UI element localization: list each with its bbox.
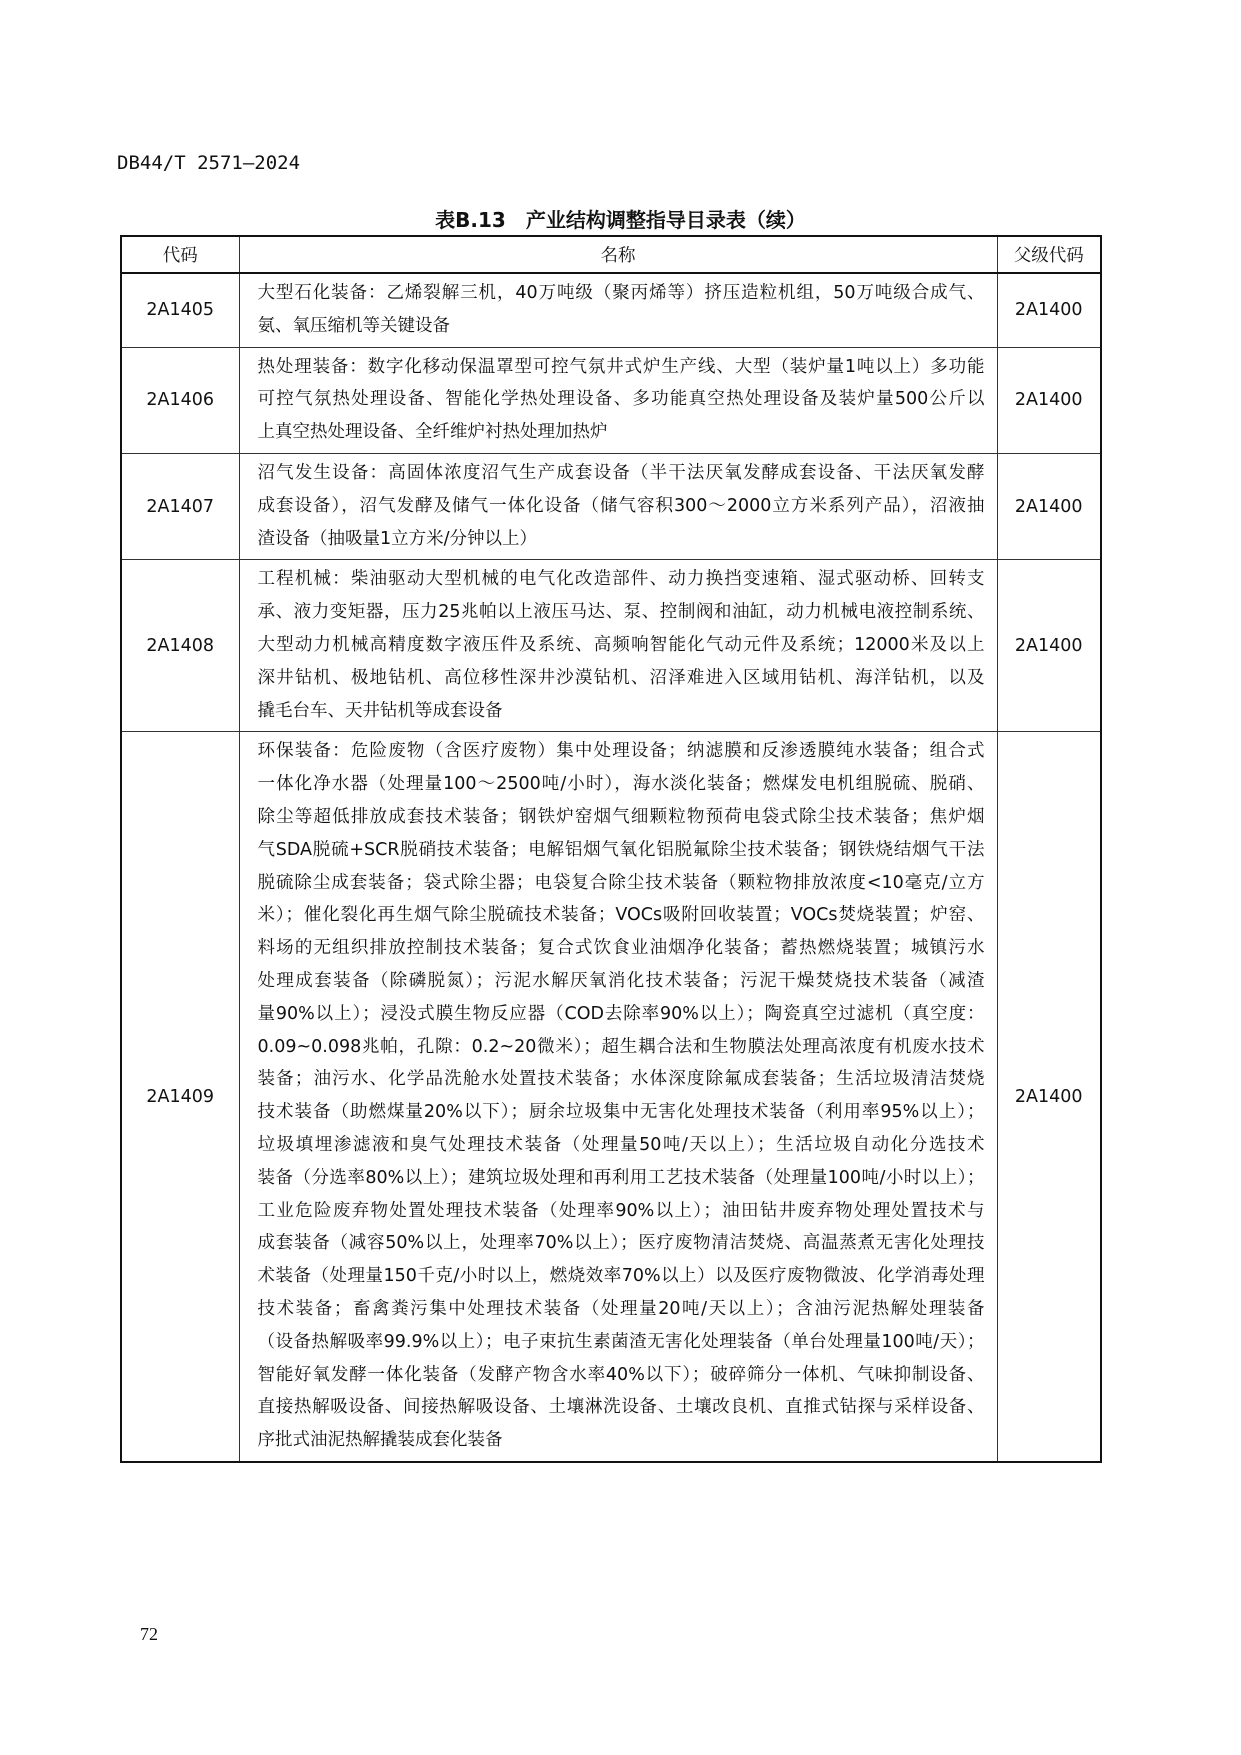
name-line: 氨、氧压缩机等关键设备: [257, 315, 450, 336]
column-header-code: 代码: [121, 236, 239, 273]
table-title: 表B.13 产业结构调整指导目录表（续）: [435, 208, 806, 232]
name-line: 量90%以上）；浸没式膜生物反应器（COD去除率90%以上）；陶瓷真空过滤机（真空度：: [257, 1003, 985, 1024]
name-line: 直接热解吸设备、间接热解吸设备、土壤淋洗设备、土壤改良机、直推式钻探与采样设备、: [257, 1397, 985, 1418]
name-line: 工业危险废弃物处置处理技术装备（处理率90%以上）；油田钻井废弃物处理处置技术与: [257, 1200, 985, 1221]
name-line: 米）；催化裂化再生烟气除尘脱硫技术装备；VOCs吸附回收装置；VOCs焚烧装置；炉窑、: [257, 905, 985, 926]
name-line: 承、液力变矩器，压力25兆帕以上液压马达、泵、控制阀和油缸，动力机械电液控制系统、: [257, 602, 985, 623]
name-line: 技术装备（助燃煤量20%以下）；厨余垃圾集中无害化处理技术装备（利用率95%以上）；: [257, 1102, 985, 1123]
name-line: 成套设备），沼气发酵及储气一体化设备（储气容积300～2000立方米系列产品），沼液抽: [257, 495, 985, 516]
industry-catalog-table: [120, 235, 1102, 1463]
name-line: 气SDA脱硫+SCR脱硝技术装备；电解铝烟气氧化铝脱氟除尘技术装备；钢铁烧结烟气干法: [257, 839, 985, 860]
name-line: 技术装备；畜禽粪污集中处理技术装备（处理量20吨/天以上）；含油污泥热解处理装备: [257, 1298, 985, 1319]
name-line: 大型石化装备：乙烯裂解三机，40万吨级（聚丙烯等）挤压造粒机组，50万吨级合成气、: [257, 283, 985, 303]
table-header-row: [121, 236, 1101, 273]
table-row: [121, 560, 1101, 732]
name-line: 序批式油泥热解撬装成套化装备: [257, 1430, 503, 1451]
table-row: [121, 453, 1101, 559]
column-header-parent-code: 父级代码: [997, 236, 1101, 273]
name-line: 热处理装备：数字化移动保温罩型可控气氛井式炉生产线、大型（装炉量1吨以上）多功能: [257, 356, 985, 377]
name-line: 渣设备（抽吸量1立方米/分钟以上）: [257, 528, 538, 549]
row-parent-code: 2A1400: [997, 732, 1101, 1462]
name-line: 智能好氧发酵一体化装备（发酵产物含水率40%以下）；破碎筛分一体机、气味抑制设备、: [257, 1364, 985, 1385]
name-line: 一体化净水器（处理量100～2500吨/小时），海水淡化装备；燃煤发电机组脱硫、脱硝、: [257, 774, 985, 795]
name-line: 沼气发生设备：高固体浓度沼气生产成套设备（半干法厌氧发酵成套设备、干法厌氧发酵: [257, 462, 985, 483]
name-line: 工程机械：柴油驱动大型机械的电气化改造部件、动力换挡变速箱、湿式驱动桥、回转支: [257, 569, 985, 590]
row-parent-code: 2A1400: [997, 560, 1101, 732]
name-line: （设备热解吸率99.9%以上）；电子束抗生素菌渣无害化处理装备（单台处理量100吨/天）；: [257, 1331, 985, 1352]
row-code: 2A1406: [121, 347, 239, 453]
name-line: 处理成套装备（除磷脱氮）；污泥水解厌氧消化技术装备；污泥干燥焚烧技术装备（减渣: [257, 970, 985, 991]
page-number: 72: [140, 1624, 158, 1644]
name-line: 成套装备（减容50%以上，处理率70%以上）；医疗废物清洁焚烧、高温蒸煮无害化处理技: [257, 1233, 985, 1254]
row-code: 2A1407: [121, 453, 239, 559]
name-line: 环保装备：危险废物（含医疗废物）集中处理设备；纳滤膜和反渗透膜纯水装备；组合式: [257, 741, 985, 762]
name-line: 料场的无组织排放控制技术装备；复合式饮食业油烟净化装备；蓄热燃烧装置；城镇污水: [257, 938, 985, 959]
name-line: 除尘等超低排放成套技术装备；钢铁炉窑烟气细颗粒物预荷电袋式除尘技术装备；焦炉烟: [257, 806, 985, 827]
row-name: [239, 560, 997, 732]
name-line: 上真空热处理设备、全纤维炉衬热处理加热炉: [257, 422, 608, 443]
row-name: [239, 732, 997, 1462]
table-row: [121, 273, 1101, 347]
name-line: 装备；油污水、化学品洗舱水处置技术装备；水体深度除氟成套装备；生活垃圾清洁焚烧: [257, 1069, 985, 1090]
row-code: 2A1405: [121, 273, 239, 347]
name-line: 大型动力机械高精度数字液压件及系统、高频响智能化气动元件及系统；12000米及以上: [257, 634, 985, 655]
column-header-name: 名称: [239, 236, 997, 273]
document-id: DB44/T 2571—2024: [117, 152, 301, 174]
row-name: [239, 347, 997, 453]
table-row: [121, 732, 1101, 1462]
name-line: 可控气氛热处理设备、智能化学热处理设备、多功能真空热处理设备及装炉量500公斤以: [257, 389, 985, 410]
table-row: [121, 347, 1101, 453]
name-line: 术装备（处理量150千克/小时以上，燃烧效率70%以上）以及医疗废物微波、化学消毒处理: [257, 1266, 985, 1287]
row-parent-code: 2A1400: [997, 453, 1101, 559]
name-line: 垃圾填埋渗滤液和臭气处理技术装备（处理量50吨/天以上）；生活垃圾自动化分选技术: [257, 1134, 985, 1155]
row-parent-code: 2A1400: [997, 273, 1101, 347]
row-name: [239, 453, 997, 559]
row-name: [239, 273, 997, 347]
name-line: 0.09~0.098兆帕，孔隙：0.2~20微米）；超生耦合法和生物膜法处理高浓度有机废水技术: [257, 1036, 985, 1057]
row-parent-code: 2A1400: [997, 347, 1101, 453]
row-code: 2A1408: [121, 560, 239, 732]
name-line: 装备（分选率80%以上）；建筑垃圾处理和再利用工艺技术装备（处理量100吨/小时以上）；: [257, 1167, 985, 1188]
row-code: 2A1409: [121, 732, 239, 1462]
name-line: 脱硫除尘成套装备；袋式除尘器；电袋复合除尘技术装备（颗粒物排放浓度<10毫克/立方: [257, 872, 985, 893]
name-line: 深井钻机、极地钻机、高位移性深井沙漠钻机、沼泽难进入区域用钻机、海洋钻机，以及: [257, 667, 985, 688]
name-line: 撬毛台车、天井钻机等成套设备: [257, 700, 503, 721]
